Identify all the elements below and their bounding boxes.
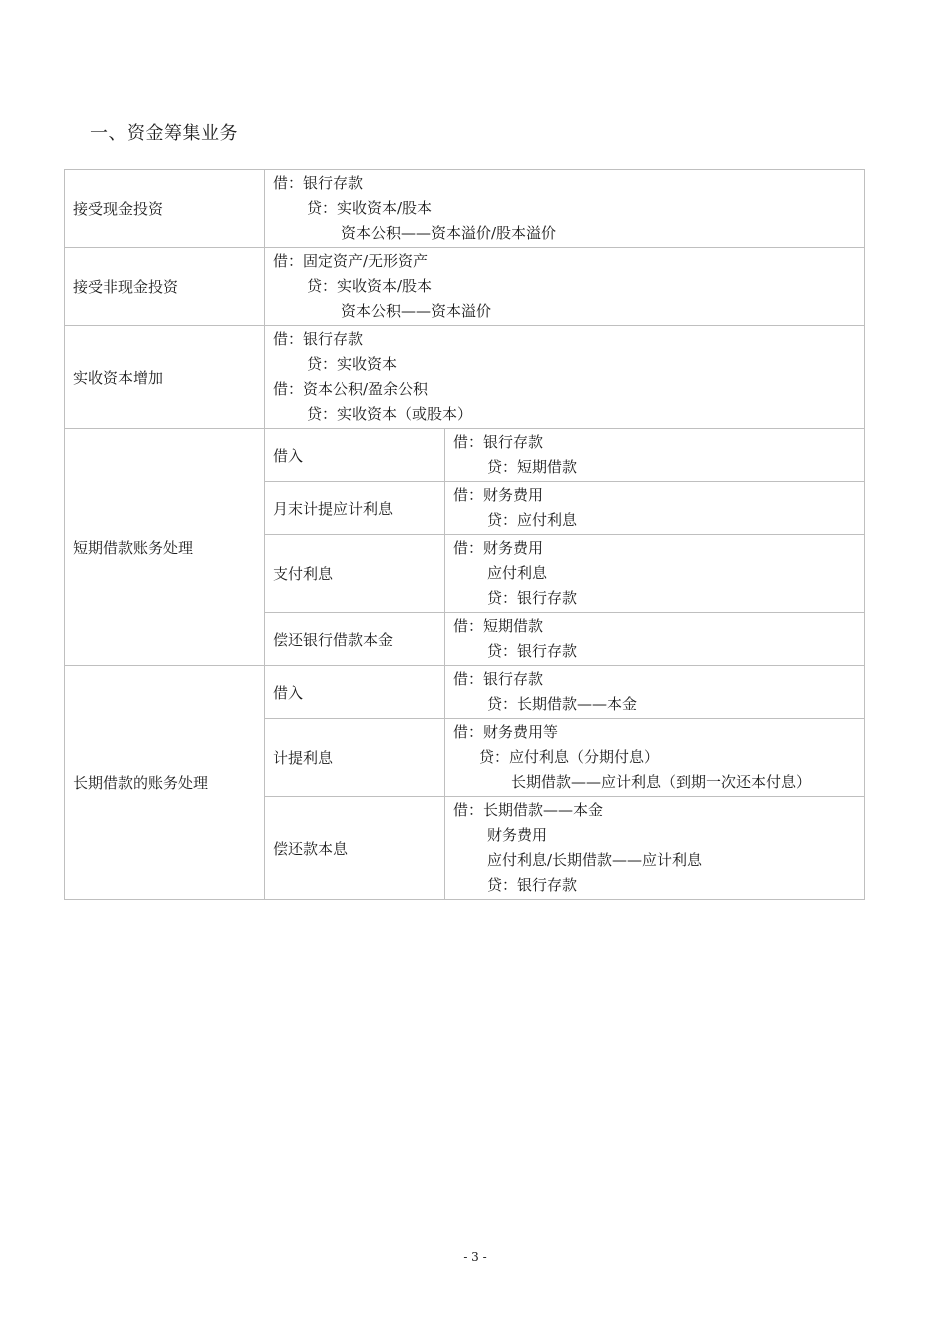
entry-line: 贷：实收资本/股本 <box>307 277 433 295</box>
entry-line: 贷：银行存款 <box>487 642 578 660</box>
row-label: 长期借款的账务处理 <box>65 666 265 900</box>
entry-line: 财务费用 <box>487 826 548 844</box>
sub-row-label: 偿还款本息 <box>265 797 445 900</box>
sub-row-label: 借入 <box>265 666 445 719</box>
entry-line: 资本公积——资本溢价 <box>341 302 492 320</box>
entry-cell <box>445 535 865 613</box>
entry-cell <box>265 248 865 326</box>
row-label: 实收资本增加 <box>65 326 265 429</box>
entry-line: 借：银行存款 <box>273 174 364 192</box>
entry-cell <box>445 429 865 482</box>
entry-line: 借：财务费用 <box>453 539 544 557</box>
entry-cell <box>445 719 865 797</box>
entry-line: 借：财务费用 <box>453 486 544 504</box>
entry-cell <box>265 170 865 248</box>
entry-line: 借：资本公积/盈余公积 <box>273 380 429 398</box>
sub-row-label: 支付利息 <box>265 535 445 613</box>
table-row <box>65 429 865 482</box>
sub-row-label: 借入 <box>265 429 445 482</box>
sub-row-label: 月末计提应计利息 <box>265 482 445 535</box>
entry-line: 借：银行存款 <box>273 330 364 348</box>
entry-cell <box>445 482 865 535</box>
entry-line: 长期借款——应计利息（到期一次还本付息） <box>511 773 812 791</box>
row-label: 短期借款账务处理 <box>65 429 265 666</box>
entry-line: 贷：实收资本（或股本） <box>307 405 473 423</box>
entry-cell <box>445 613 865 666</box>
entry-line: 贷：银行存款 <box>487 589 578 607</box>
sub-row-label: 偿还银行借款本金 <box>265 613 445 666</box>
section-heading: 一、资金筹集业务 <box>90 123 238 144</box>
entry-line: 贷：银行存款 <box>487 876 578 894</box>
entry-line: 贷：实收资本/股本 <box>307 199 433 217</box>
table-row <box>65 170 865 248</box>
entry-cell <box>445 797 865 900</box>
entry-line: 应付利息/长期借款——应计利息 <box>487 851 703 869</box>
journal-entries-table <box>64 169 865 900</box>
row-label: 接受现金投资 <box>65 170 265 248</box>
entry-line: 贷：应付利息 <box>487 511 578 529</box>
row-label: 接受非现金投资 <box>65 248 265 326</box>
table-row <box>65 326 865 429</box>
entry-line: 借：财务费用等 <box>453 723 559 741</box>
entry-line: 资本公积——资本溢价/股本溢价 <box>341 224 557 242</box>
entry-line: 应付利息 <box>487 564 548 582</box>
page-number: - 3 - <box>463 1250 487 1264</box>
entry-line: 借：银行存款 <box>453 670 544 688</box>
entry-line: 贷：长期借款——本金 <box>487 695 638 713</box>
sub-row-label: 计提利息 <box>265 719 445 797</box>
entry-line: 借：长期借款——本金 <box>453 801 604 819</box>
entry-line: 借：银行存款 <box>453 433 544 451</box>
entry-line: 贷：实收资本 <box>307 355 398 373</box>
entry-line: 贷：应付利息（分期付息） <box>479 748 660 766</box>
table-row <box>65 248 865 326</box>
entry-cell <box>265 326 865 429</box>
entry-line: 贷：短期借款 <box>487 458 578 476</box>
table-row <box>65 666 865 719</box>
entry-line: 借：短期借款 <box>453 617 544 635</box>
entry-line: 借：固定资产/无形资产 <box>273 252 429 270</box>
entry-cell <box>445 666 865 719</box>
